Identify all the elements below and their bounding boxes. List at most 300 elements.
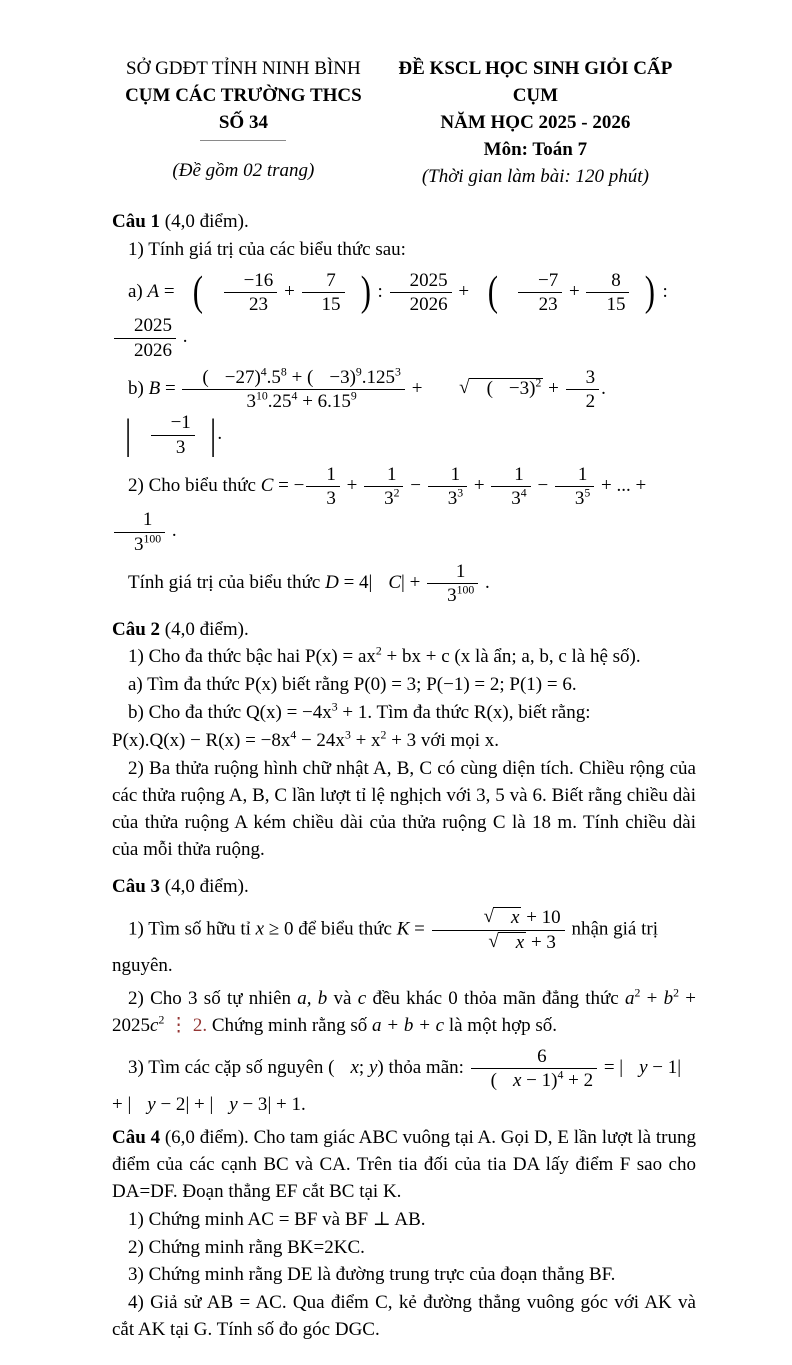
text-run: 3 — [447, 585, 457, 607]
text-run: 3 — [326, 488, 336, 510]
radical-sign: √ — [459, 376, 470, 398]
text-run: . — [167, 520, 177, 542]
open-fence: ( — [490, 1070, 497, 1092]
numerator — [306, 464, 340, 486]
text-run: (4,0 điểm). — [164, 876, 249, 898]
numerator — [114, 509, 165, 531]
denominator — [427, 583, 478, 606]
superscript: 2 — [673, 986, 680, 1000]
text-run: + — [286, 366, 308, 388]
text-run: Câu 4 — [112, 1126, 165, 1148]
text-run: x — [350, 1057, 359, 1079]
group-body — [213, 1092, 267, 1119]
superscript: 5 — [584, 486, 591, 500]
text-run: 1 — [450, 463, 461, 485]
fraction — [428, 464, 467, 510]
fraction — [518, 270, 562, 316]
cau4-item1 — [112, 1207, 696, 1234]
text-run: a, b — [297, 988, 328, 1010]
superscript: 3 — [344, 729, 351, 743]
text-run: −7 — [538, 269, 559, 291]
close-fence: | — [677, 1057, 682, 1079]
cau3-item3 — [112, 1046, 696, 1119]
cau4-item3 — [112, 1262, 696, 1289]
text-run: b) — [128, 377, 149, 399]
school-cluster-name: CỤM CÁC TRƯỜNG THCS SỐ 34 — [125, 84, 362, 133]
text-run: + — [469, 475, 490, 497]
text-run: 3 — [175, 436, 186, 458]
text-run: + — [189, 1093, 210, 1115]
text-run: .5 — [266, 366, 281, 388]
close-fence: ) — [551, 1070, 558, 1092]
text-run: + — [404, 572, 426, 594]
group-body — [133, 412, 197, 458]
denominator — [428, 486, 467, 509]
school-year: NĂM HỌC 2025 - 2026 — [440, 111, 631, 133]
paren-group — [487, 378, 536, 399]
text-run: 1 — [514, 463, 524, 485]
text-run: + 1. — [271, 1093, 306, 1115]
text-run: 15 — [606, 294, 626, 316]
text-run: −16 — [243, 269, 274, 291]
open-fence: | — [619, 1057, 624, 1079]
fraction — [306, 464, 340, 510]
denominator — [390, 292, 452, 315]
fraction — [491, 464, 530, 510]
text-run: 3 — [134, 533, 144, 555]
text-run: .125 — [361, 366, 396, 388]
exam-header — [112, 56, 696, 191]
numerator — [518, 270, 562, 292]
text-run: = — [409, 918, 430, 940]
text-run: −27 — [224, 366, 255, 388]
text-run: Tính giá trị của biểu thức — [128, 572, 326, 594]
text-run: 2025 — [409, 269, 448, 291]
numerator — [491, 464, 530, 486]
text-run: . — [178, 326, 188, 348]
numerator — [224, 270, 278, 292]
text-run: 4) Giả sử AB = AC. Qua điểm C, kẻ đường thẳng vuông góc với AK và cắt AK tại G. Tính số đo góc DGC. — [112, 1292, 696, 1341]
text-run: + — [564, 280, 585, 302]
exam-title: ĐỀ KSCL HỌC SINH GIỎI CẤP CỤM — [398, 58, 673, 106]
text-run: −3 — [508, 377, 530, 399]
text-run: + — [640, 988, 664, 1010]
fraction — [364, 464, 403, 510]
text-run: b) Cho đa thức Q(x) = −4x — [128, 702, 332, 724]
superscript: 4 — [291, 389, 298, 403]
text-run: y — [368, 1057, 378, 1079]
denominator — [432, 930, 565, 954]
group-body — [500, 270, 631, 316]
cau2-item1b — [112, 700, 696, 727]
paren-group — [328, 1057, 384, 1078]
text-run: 2026 — [134, 339, 172, 361]
text-run: đều khác 0 thỏa mãn đẳng thức — [366, 988, 625, 1010]
text-run: 3 — [384, 488, 394, 510]
text-run: 1) Tìm số hữu tỉ — [128, 918, 256, 940]
denominator — [114, 532, 165, 555]
text-run: Câu 1 — [112, 210, 165, 232]
header-underline — [200, 140, 286, 141]
group-body — [206, 270, 347, 316]
denominator — [555, 486, 594, 509]
close-fence: ) — [349, 366, 356, 388]
text-run: c — [150, 1015, 159, 1037]
cau2-item1b-formula — [112, 728, 696, 755]
text-run: 1 — [387, 463, 397, 485]
page-count-note: (Đề gồm 02 trang) — [172, 159, 315, 181]
superscript: 8 — [280, 365, 287, 379]
text-run: x — [515, 931, 525, 953]
numerator — [555, 464, 594, 486]
numerator — [182, 367, 405, 389]
text-run: = 4 — [338, 572, 369, 594]
cau4-para — [112, 1125, 696, 1206]
text-run: + — [112, 1093, 128, 1115]
text-run: và — [327, 988, 358, 1010]
cau3-item2 — [112, 986, 696, 1040]
paren-group — [202, 367, 260, 388]
cau1-item2 — [112, 464, 696, 555]
close-fence: | — [401, 572, 405, 594]
text-run: a) Tìm đa thức P(x) biết rằng P(0) = 3; P(−1) = 2; P(1) = 6. — [128, 674, 577, 696]
numerator — [302, 270, 345, 292]
close-fence: ) — [254, 366, 261, 388]
abs-group — [112, 412, 217, 458]
text-run: −1 — [170, 412, 191, 434]
text-run: (6,0 điểm). Cho tam giác ABC vuông tại A. Gọi D, E lần lượt là trung điểm của các cạnh BC và CA. Trên tia đối của tia DA lấy điểm F sao cho DA=DF. Đoạn thẳng EF cắt BC tại K. — [112, 1126, 696, 1202]
text-run: = — [159, 280, 180, 302]
text-run: ⋮ 2. — [164, 1015, 208, 1037]
text-run: 1 — [326, 463, 336, 485]
close-fence: ) — [360, 268, 371, 316]
denominator — [471, 1068, 597, 1091]
superscript: 9 — [350, 389, 357, 403]
text-run: − 24x — [296, 730, 345, 752]
denominator — [306, 486, 340, 509]
numerator — [390, 270, 452, 292]
text-run: + 2 — [563, 1070, 594, 1092]
close-fence: ) — [377, 1057, 384, 1079]
superscript: 2 — [634, 986, 641, 1000]
superscript: 10 — [256, 389, 268, 403]
denominator — [224, 292, 278, 315]
text-run: + 6.15 — [297, 391, 351, 413]
open-fence: | — [127, 1093, 132, 1115]
text-run: 3 — [246, 391, 257, 413]
group-body — [334, 1055, 377, 1082]
text-run: a — [625, 988, 635, 1010]
text-run: (4,0 điểm). — [164, 618, 249, 640]
cau3-item1 — [112, 907, 696, 980]
cau1-formula-b — [112, 367, 696, 458]
cau2-item2 — [112, 756, 696, 864]
fraction — [114, 509, 165, 555]
text-run: − 3 — [237, 1093, 268, 1115]
text-run: + 10 — [521, 907, 561, 929]
denominator — [151, 435, 195, 458]
text-run: 2) Cho biểu thức — [128, 475, 261, 497]
fraction — [114, 315, 176, 361]
numerator — [364, 464, 403, 486]
text-run: 2) Cho 3 số tự nhiên — [128, 988, 298, 1010]
text-run: + — [406, 377, 428, 399]
paren-group — [307, 367, 356, 388]
denominator — [302, 292, 345, 315]
text-run: − 1 — [521, 1070, 552, 1092]
open-fence: ( — [307, 366, 314, 388]
abs-group — [127, 1094, 189, 1115]
group-body — [497, 1070, 551, 1091]
text-run: D — [325, 572, 339, 594]
numerator — [432, 907, 565, 930]
text-run: − 1 — [647, 1057, 678, 1079]
close-fence: | — [185, 1093, 190, 1115]
text-run: b — [663, 988, 674, 1010]
square-root — [456, 932, 526, 954]
cau1-item1 — [112, 237, 696, 264]
header-left-block — [112, 56, 375, 191]
numerator — [114, 315, 176, 337]
denominator — [518, 292, 562, 315]
text-run: + bx + c (x là ẩn; a, b, c là hệ số). — [381, 646, 641, 668]
exam-body — [112, 209, 696, 1345]
fraction — [555, 464, 594, 510]
text-run: 6 — [537, 1046, 547, 1068]
text-run: x — [512, 1070, 522, 1092]
superscript: 4 — [520, 486, 527, 500]
abs-group — [619, 1057, 681, 1078]
text-run: + — [453, 280, 474, 302]
text-run: + — [279, 280, 300, 302]
text-run: + 3 với mọi x. — [386, 730, 500, 752]
text-run: Chứng minh rằng số — [207, 1015, 373, 1037]
fraction — [471, 1046, 597, 1092]
text-run: 8 — [611, 269, 621, 291]
text-run: + 1. Tìm đa thức R(x), biết rằng: — [337, 702, 591, 724]
denominator — [491, 486, 530, 509]
fraction — [566, 367, 600, 413]
fraction — [182, 367, 405, 413]
text-run: 3 — [447, 488, 458, 510]
text-run: 2026 — [409, 294, 448, 316]
superscript: 2 — [375, 645, 382, 659]
superscript: 4 — [260, 365, 267, 379]
duration-note: (Thời gian làm bài: 120 phút) — [421, 165, 649, 187]
square-root — [452, 907, 522, 929]
cau3-heading — [112, 874, 696, 901]
text-run: 2) Ba thửa ruộng hình chữ nhật A, B, C có cùng diện tích. Chiều rộng của các thửa ruộng A, B, C lần lượt tỉ lệ nghịch với 3, 5 và 6. Biết rằng chiều dài của thửa ruộng A kém chiều dài của thửa ruộng C là 18 m. Tính chiều dài của mỗi thửa ruộng. — [112, 758, 696, 861]
close-fence: | — [267, 1093, 272, 1115]
text-run: − 2 — [155, 1093, 186, 1115]
text-run: + — [341, 475, 363, 497]
text-run: 2025 — [134, 315, 172, 337]
text-run: . — [601, 377, 606, 399]
cau4-item4 — [112, 1290, 696, 1344]
group-body — [623, 1055, 677, 1082]
denominator — [566, 389, 600, 412]
open-fence: ( — [486, 377, 493, 399]
text-run: x — [511, 907, 520, 929]
denominator — [114, 338, 176, 361]
text-run: P(x).Q(x) − R(x) = −8x — [112, 730, 291, 752]
open-fence: ( — [487, 268, 498, 316]
radicand — [469, 378, 544, 400]
text-run: 1 — [142, 509, 153, 531]
cau1-heading — [112, 209, 696, 236]
radicand — [493, 907, 521, 929]
text-run: + — [543, 377, 564, 399]
fraction — [151, 412, 195, 458]
paren-group — [179, 270, 372, 316]
text-run: nhận giá trị nguyên. — [112, 918, 658, 977]
cau2-item1 — [112, 644, 696, 671]
text-run: (4,0 điểm). — [164, 210, 249, 232]
close-fence: ) — [645, 268, 656, 316]
superscript: 3 — [395, 365, 401, 379]
group-body — [493, 379, 529, 400]
superscript: 2 — [158, 1013, 165, 1027]
numerator — [586, 270, 629, 292]
cau4-item2 — [112, 1235, 696, 1262]
text-run: 2 — [585, 391, 596, 413]
group-body — [372, 570, 401, 597]
text-run: a) — [128, 280, 148, 302]
open-fence: ( — [193, 268, 204, 316]
text-run: + ... + — [596, 475, 647, 497]
text-run: 15 — [321, 294, 341, 316]
text-run: A — [147, 280, 160, 302]
fraction — [390, 270, 452, 316]
text-run: .25 — [267, 391, 292, 413]
text-run: 7 — [326, 269, 336, 291]
paren-group — [474, 270, 658, 316]
text-run: 3 — [574, 488, 585, 510]
fraction — [586, 270, 629, 316]
text-run: 23 — [538, 294, 558, 316]
text-run: . — [217, 423, 223, 445]
text-run: ; — [358, 1057, 369, 1079]
abs-group — [369, 572, 405, 593]
text-run: . — [480, 572, 490, 594]
superscript: 2 — [535, 376, 542, 390]
text-run: = — [160, 377, 181, 399]
cau1-item2-d — [112, 561, 696, 607]
text-run: − — [405, 475, 426, 497]
text-run: 3) Chứng minh rằng DE là đường trung trực của đoạn thẳng BF. — [128, 1264, 616, 1286]
department-name: SỞ GDĐT TỈNH NINH BÌNH — [126, 58, 361, 79]
text-run: B — [148, 377, 161, 399]
cau2-item1a — [112, 672, 696, 699]
text-run: 3) Tìm các cặp số nguyên — [128, 1057, 329, 1079]
numerator — [427, 561, 478, 583]
group-body — [131, 1092, 185, 1119]
close-fence: | — [209, 410, 216, 458]
fraction — [224, 270, 278, 316]
superscript: 100 — [143, 532, 162, 546]
text-run: C — [260, 475, 274, 497]
radical-sign: √ — [488, 930, 499, 952]
group-body — [313, 367, 349, 388]
cau2-heading — [112, 617, 696, 644]
text-run: −3 — [329, 366, 350, 388]
superscript: 100 — [456, 583, 475, 597]
fraction — [427, 561, 478, 607]
text-run: x — [255, 918, 265, 940]
open-fence: ( — [328, 1057, 335, 1079]
header-right-block — [375, 56, 696, 191]
fraction — [432, 907, 565, 953]
text-run: Câu 3 — [112, 876, 165, 898]
text-run: Câu 2 — [112, 618, 165, 640]
text-run: a + b + c — [372, 1015, 445, 1037]
text-run: 1) Tính giá trị của các biểu thức sau: — [128, 238, 406, 260]
open-fence: ( — [202, 366, 209, 388]
text-run: K — [396, 918, 410, 940]
text-run: 3 — [585, 366, 596, 388]
numerator — [566, 367, 600, 389]
text-run: ≥ 0 để biểu thức — [264, 918, 397, 940]
superscript: 3 — [331, 701, 338, 715]
abs-group — [209, 1094, 271, 1115]
cau1-formula-a — [112, 270, 696, 361]
numerator — [471, 1046, 597, 1068]
text-run: : — [657, 280, 668, 302]
text-run: : — [372, 280, 388, 302]
text-run: 1) Cho đa thức bậc hai P(x) = ax — [128, 646, 376, 668]
text-run: 23 — [248, 294, 268, 316]
text-run: − — [532, 475, 553, 497]
superscript: 9 — [355, 365, 362, 379]
superscript: 2 — [393, 486, 400, 500]
text-run: y — [639, 1057, 648, 1079]
text-run: + x — [350, 730, 381, 752]
text-run: y — [229, 1093, 238, 1115]
text-run: c — [357, 988, 367, 1010]
text-run: 3 — [511, 488, 521, 510]
text-run: là một hợp số. — [444, 1015, 558, 1037]
text-run: 2) Chứng minh rằng BK=2KC. — [128, 1236, 365, 1258]
paren-group — [491, 1070, 558, 1091]
superscript: 4 — [290, 729, 297, 743]
denominator — [586, 292, 629, 315]
text-run: + 3 — [526, 931, 556, 953]
text-run: C — [388, 572, 402, 594]
superscript: 3 — [457, 486, 464, 500]
numerator — [151, 412, 195, 434]
square-root — [427, 376, 543, 403]
numerator — [428, 464, 467, 486]
text-run: thỏa mãn: — [383, 1057, 469, 1079]
radical-sign: √ — [483, 906, 495, 928]
open-fence: | — [124, 410, 132, 458]
superscript: 4 — [557, 1069, 564, 1083]
text-run: = − — [273, 475, 305, 497]
text-run: = — [599, 1057, 620, 1079]
close-fence: ) — [529, 377, 536, 399]
radicand — [498, 932, 526, 954]
open-fence: | — [209, 1093, 214, 1115]
subject-name: Môn: Toán 7 — [483, 138, 588, 160]
text-run: + 2025 — [112, 988, 697, 1037]
text-run: 1) Chứng minh AC = BF và BF ⊥ AB. — [128, 1208, 426, 1230]
superscript: 2 — [380, 729, 387, 743]
text-run: y — [147, 1093, 156, 1115]
denominator — [182, 389, 405, 412]
open-fence: | — [368, 572, 373, 594]
denominator — [364, 486, 403, 509]
text-run: 1 — [455, 560, 466, 582]
